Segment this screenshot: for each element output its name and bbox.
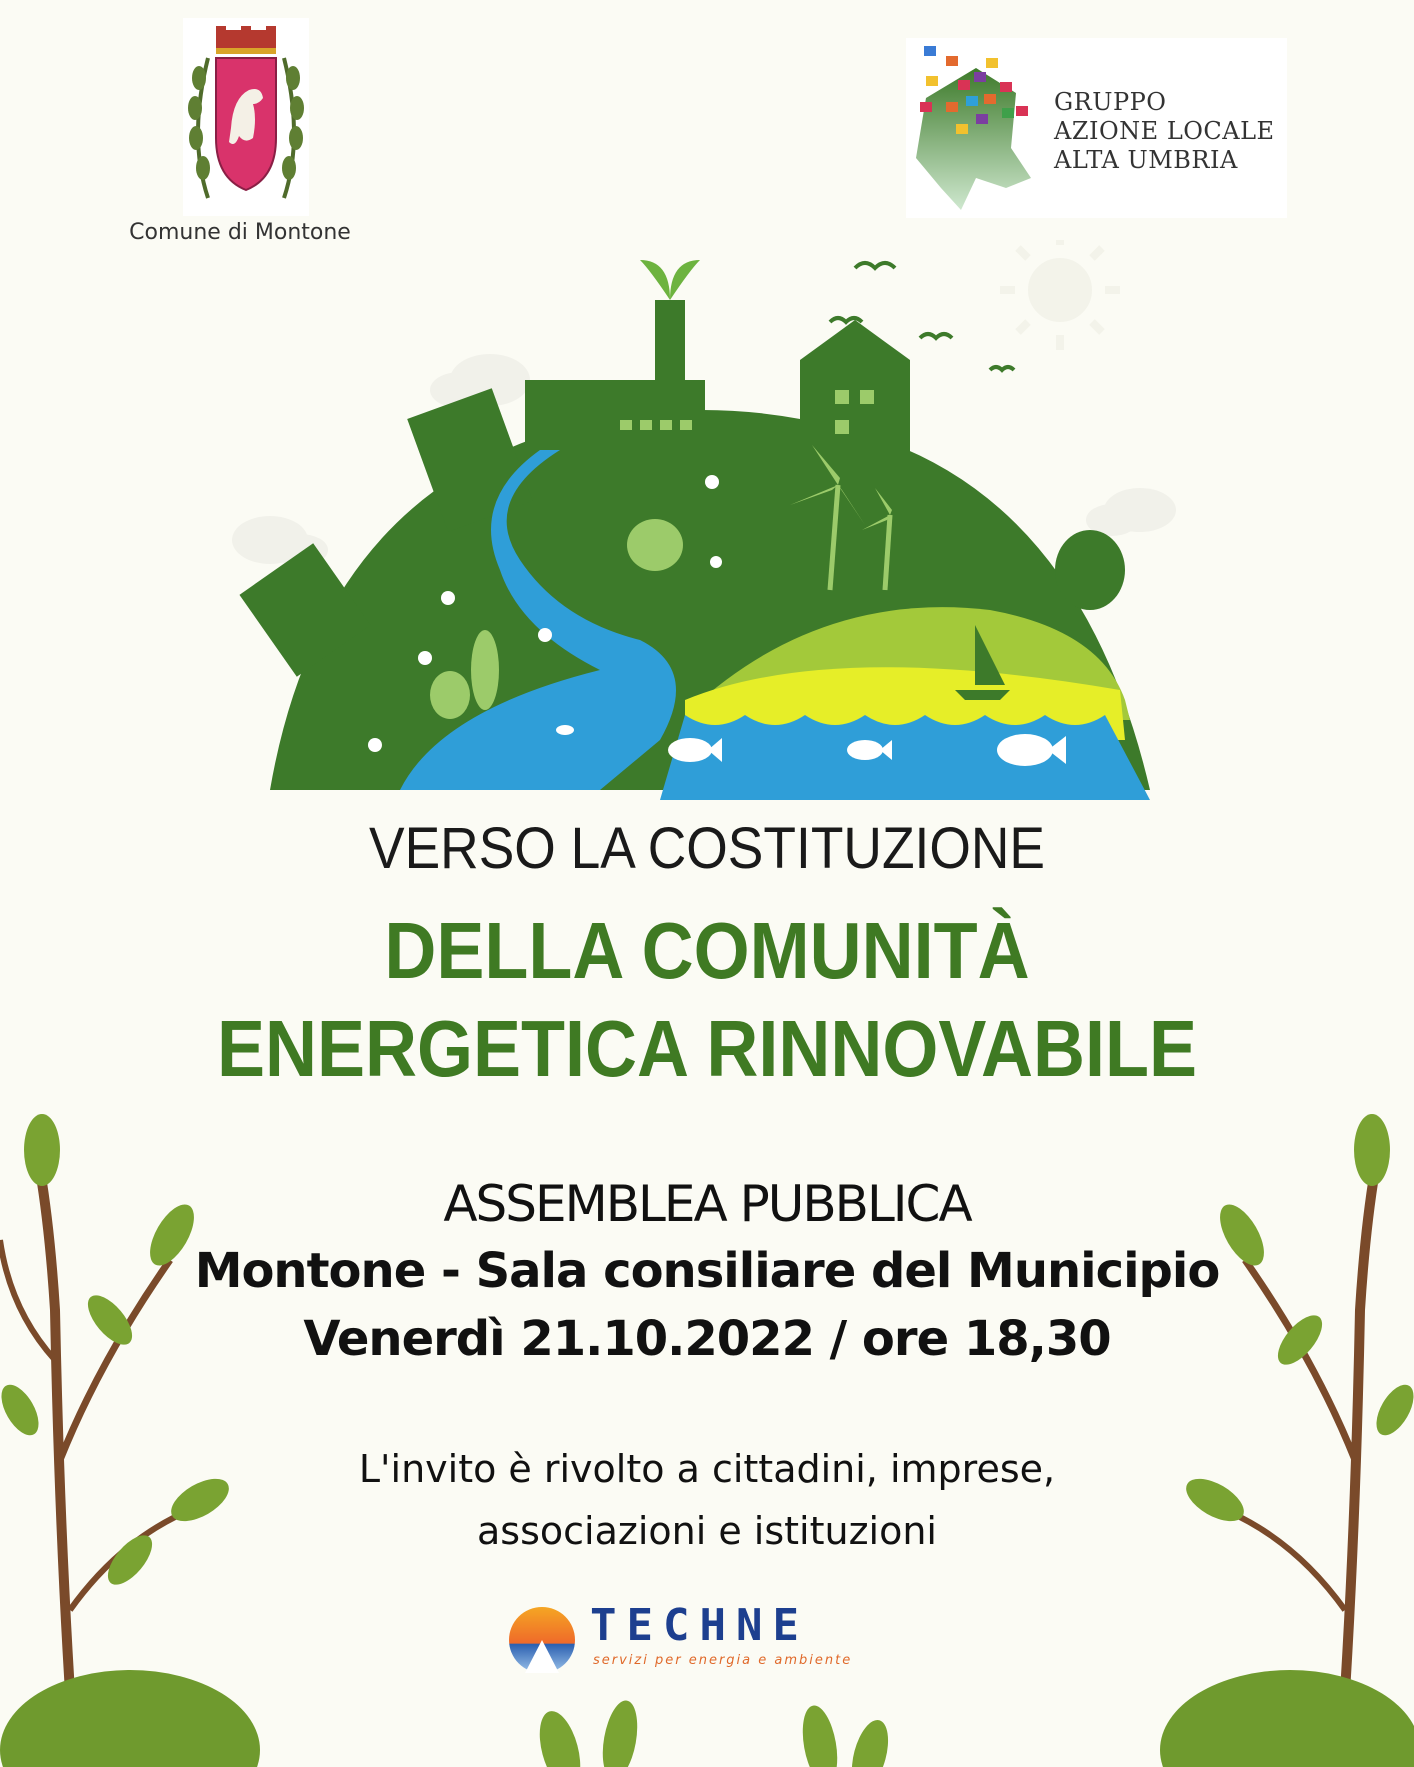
event-date: Venerdì 21.10.2022 / ore 18,30 <box>303 1311 1111 1367</box>
event-place: Montone - Sala consiliare del Municipio <box>194 1243 1220 1299</box>
headline-line-2: DELLA COMUNITÀ <box>384 906 1030 995</box>
techne-logo <box>505 1598 915 1678</box>
headline-line-3: ENERGETICA RINNOVABILE <box>216 1004 1198 1093</box>
headline-line-1: VERSO LA COSTITUZIONE <box>368 816 1046 881</box>
comune-label: Comune di Montone <box>129 220 351 245</box>
comune-crest-logo <box>183 18 309 216</box>
sponsor-tagline: servizi per energia e ambiente <box>593 1653 853 1668</box>
crest-icon <box>183 18 309 216</box>
eco-globe-illustration <box>0 240 1414 800</box>
gal-name <box>1054 88 1284 175</box>
sponsor-name: TECHNE <box>590 1600 809 1651</box>
sun-icon <box>1000 240 1120 350</box>
event-type: ASSEMBLEA PUBBLICA <box>443 1175 971 1233</box>
gal-line-3: ALTA UMBRIA <box>1054 146 1238 174</box>
invite-line-1: L'invito è rivolto a cittadini, imprese, <box>358 1447 1056 1491</box>
gal-line-2: AZIONE LOCALE <box>1054 117 1275 145</box>
invite-line-2: associazioni e istituzioni <box>477 1509 937 1553</box>
gal-line-1: GRUPPO <box>1054 88 1167 116</box>
